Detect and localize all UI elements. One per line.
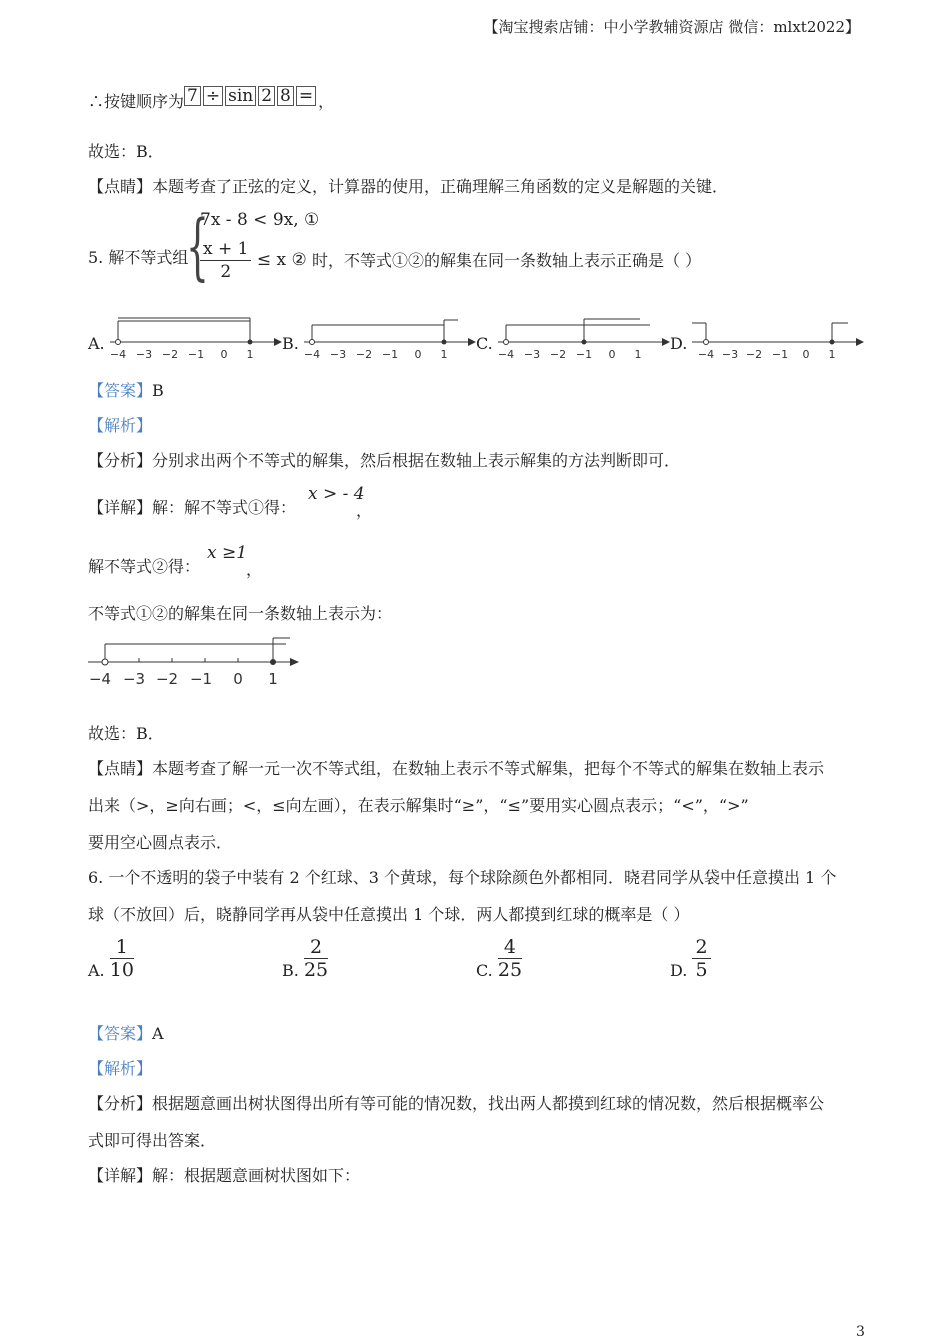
svg-text:0: 0 xyxy=(802,348,810,361)
page-header: 【淘宝搜索店铺：中小学教辅资源店 微信：mlxt2022】 xyxy=(483,18,860,36)
svg-text:−3: −3 xyxy=(135,348,153,361)
q5-solution-number-line xyxy=(86,634,306,690)
svg-text:−2: −2 xyxy=(155,670,179,688)
q6-fenxi1: 【分析】根据题意画出树状图得出所有等可能的情况数，找出两人都摸到红球的情况数，然后根据概率公 xyxy=(88,1094,825,1113)
svg-text:−1: −1 xyxy=(575,348,593,361)
q6-stem2: 球（不放回）后，晓静同学再从袋中任意摸出 1 个球．两人都摸到红球的概率是（ ） xyxy=(88,905,690,924)
svg-text:1: 1 xyxy=(440,348,448,361)
svg-text:0: 0 xyxy=(608,348,616,361)
svg-text:1: 1 xyxy=(634,348,642,361)
q6-option-c: C. $\frac{4}{25}$ xyxy=(476,936,523,981)
q5-detail1: 【详解】解：解不等式①得： xyxy=(88,498,297,517)
q4-choose: 故选：B． xyxy=(88,142,164,161)
q5-comment2: 出来（>，≥向右画；<，≤向左画），在表示解集时“≥”，“≤”要用实心圆点表示；“<”，“>” xyxy=(88,796,749,815)
svg-text:0: 0 xyxy=(414,348,422,361)
svg-text:−4: −4 xyxy=(497,348,515,361)
svg-text:−2: −2 xyxy=(161,348,179,361)
q5-sol2: x ≥1 xyxy=(207,543,248,563)
q5-ineq2-fraction: $\frac{x + 1}{2}$ xyxy=(200,238,251,283)
svg-text:1: 1 xyxy=(828,348,836,361)
svg-text:1: 1 xyxy=(268,670,278,688)
svg-text:−4: −4 xyxy=(697,348,715,361)
calc-key: 7 xyxy=(184,86,201,106)
q5-comment3: 要用空心圆点表示． xyxy=(88,833,233,852)
q5-sol1: x > - 4 xyxy=(308,484,365,504)
q6-option-b: B. $\frac{2}{25}$ xyxy=(282,936,329,981)
q6-analysis-tag: 【解析】 xyxy=(88,1059,153,1078)
svg-text:−1: −1 xyxy=(381,348,399,361)
svg-text:−3: −3 xyxy=(122,670,146,688)
q5-stem-prefix: 5. 解不等式组 xyxy=(88,248,189,267)
calc-key: = xyxy=(296,86,316,106)
q6-stem1: 6. 一个不透明的袋子中装有 2 个红球、3 个黄球，每个球除颜色外都相同．晓君同学从袋中任意摸出 1 个 xyxy=(88,868,837,887)
q4-comment: 【点睛】本题考查了正弦的定义，计算器的使用，正确理解三角函数的定义是解题的关键． xyxy=(88,177,729,196)
calc-keys xyxy=(184,86,318,105)
q6-fenxi2: 式即可得出答案． xyxy=(88,1131,217,1150)
q5-detail3: 不等式①②的解集在同一条数轴上表示为： xyxy=(88,604,393,623)
svg-text:−2: −2 xyxy=(549,348,567,361)
calc-prefix: ∴按键顺序为 xyxy=(88,92,185,111)
svg-text:−4: −4 xyxy=(303,348,321,361)
svg-text:−1: −1 xyxy=(771,348,789,361)
svg-text:−4: −4 xyxy=(109,348,127,361)
calc-key: 8 xyxy=(277,86,294,106)
q5-system-brace: { xyxy=(186,204,209,288)
q5-analysis-tag: 【解析】 xyxy=(88,416,153,435)
page-number: 3 xyxy=(856,1324,865,1340)
svg-text:−4: −4 xyxy=(88,670,112,688)
q6-option-a: A. $\frac{1}{10}$ xyxy=(88,936,134,981)
svg-text:1: 1 xyxy=(246,348,254,361)
svg-text:−2: −2 xyxy=(745,348,763,361)
q5-choose: 故选：B． xyxy=(88,724,164,743)
svg-text:0: 0 xyxy=(220,348,228,361)
svg-text:−3: −3 xyxy=(329,348,347,361)
q5-comment1: 【点睛】本题考查了解一元一次不等式组，在数轴上表示不等式解集，把每个不等式的解集在数轴上表示 xyxy=(88,759,825,778)
q6-answer: 【答案】A xyxy=(88,1024,164,1043)
svg-text:−3: −3 xyxy=(721,348,739,361)
number-line-d xyxy=(684,316,864,364)
svg-text:−1: −1 xyxy=(187,348,205,361)
calc-key: sin xyxy=(225,86,256,106)
q5-ineq1: 7x - 8 < 9x, ① xyxy=(200,210,320,230)
svg-text:−1: −1 xyxy=(189,670,213,688)
q5-fenxi: 【分析】分别求出两个不等式的解集，然后根据在数轴上表示解集的方法判断即可． xyxy=(88,451,681,470)
q6-detail: 【详解】解：根据题意画树状图如下： xyxy=(88,1166,361,1185)
number-line-c xyxy=(490,316,670,364)
svg-text:−3: −3 xyxy=(523,348,541,361)
number-line-b xyxy=(296,316,476,364)
calc-key: ÷ xyxy=(203,86,223,106)
calc-line: ∴按键顺序为 7 ÷ sin 2 8 = ， xyxy=(88,86,335,111)
q5-stem-suffix: 时，不等式①②的解集在同一条数轴上表示正确是（ ） xyxy=(312,251,702,270)
q5-detail2: 解不等式②得： xyxy=(88,557,201,576)
q5-ineq2: $\frac{x + 1}{2}$ ≤ x ② xyxy=(200,238,307,283)
svg-text:−2: −2 xyxy=(355,348,373,361)
q6-option-d: D. $\frac{2}{5}$ xyxy=(670,936,711,981)
svg-text:0: 0 xyxy=(233,670,243,688)
q5-answer: 【答案】B xyxy=(88,381,164,400)
calc-key: 2 xyxy=(258,86,275,106)
number-line-a xyxy=(102,316,282,364)
